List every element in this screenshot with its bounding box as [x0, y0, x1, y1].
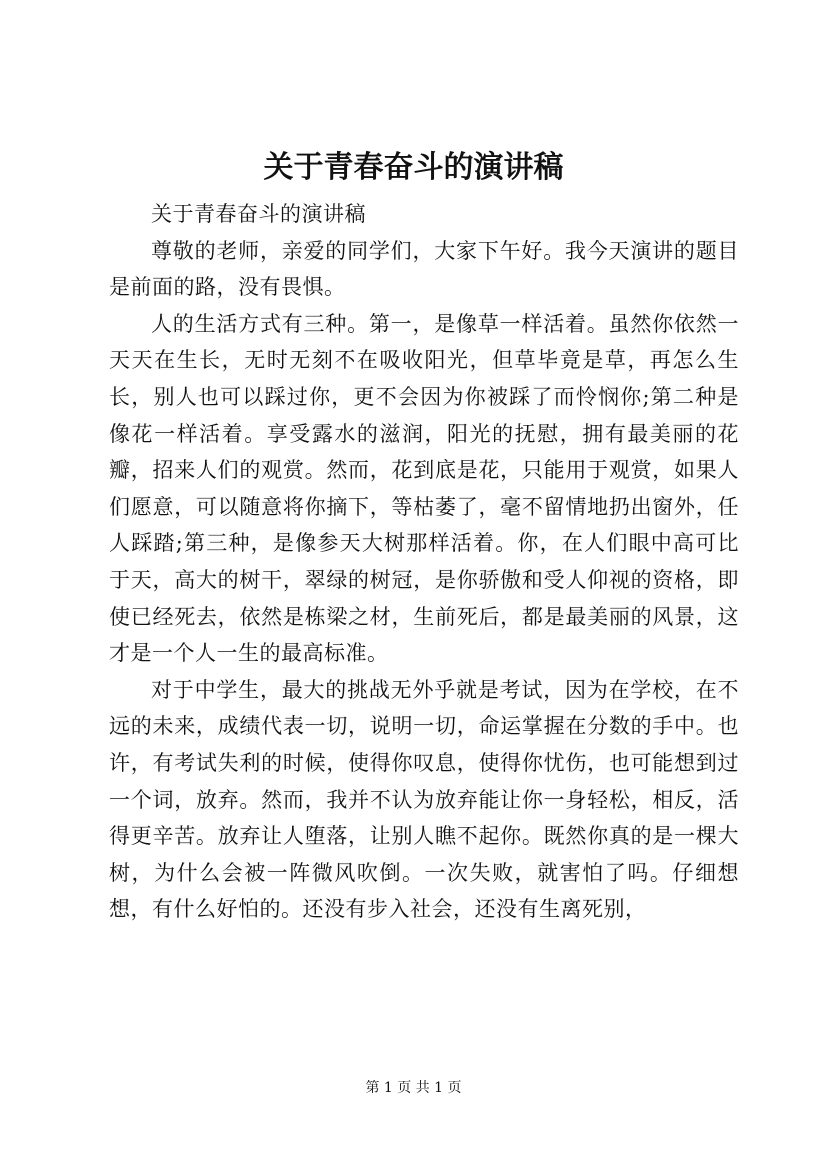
page-footer: 第 1 页 共 1 页: [365, 1080, 462, 1096]
paragraph-subtitle: 关于青春奋斗的演讲稿: [151, 202, 366, 226]
paragraph-greeting: 尊敬的老师，亲爱的同学们，大家下午好。我今天演讲的题目是前面的路，没有畏惧。: [109, 238, 739, 300]
document-body: [109, 196, 739, 928]
paragraph-exams: 对于中学生，最大的挑战无外乎就是考试，因为在学校，在不远的未来，成绩代表一切，说明一切，命运掌握在分数的手中。也许，有考试失利的时候，使得你叹息，使得你忧伤，也可能想到过一个词，放弃。然而，我并不认为放弃能让你一身轻松，相反，活得更辛苦。放弃让人堕落，让别人瞧不起你。既然你真的是一棵大树，为什么会被一阵微风吹倒。一次失败，就害怕了吗。仔细想想，有什么好怕的。还没有步入社会，还没有生离死别，: [109, 677, 739, 922]
document-title: 关于青春奋斗的演讲稿: [263, 150, 564, 185]
paragraph-three-ways: 人的生活方式有三种。第一，是像草一样活着。虽然你依然一天天在生长，无时无刻不在吸收阳光，但草毕竟是草，再怎么生长，别人也可以踩过你，更不会因为你被踩了而怜悯你;第二种是像花一样活着。享受露水的滋润，阳光的抚慰，拥有最美丽的花瓣，招来人们的观赏。然而，花到底是花，只能用于观赏，如果人们愿意，可以随意将你摘下，等枯萎了，毫不留情地扔出窗外，任人踩踏;第三种，是像参天大树那样活着。你，在人们眼中高可比于天，高大的树干，翠绿的树冠，是你骄傲和受人仰视的资格，即使已经死去，依然是栋梁之材，生前死后，都是最美丽的风景，这才是一个人一生的最高标准。: [109, 311, 739, 666]
